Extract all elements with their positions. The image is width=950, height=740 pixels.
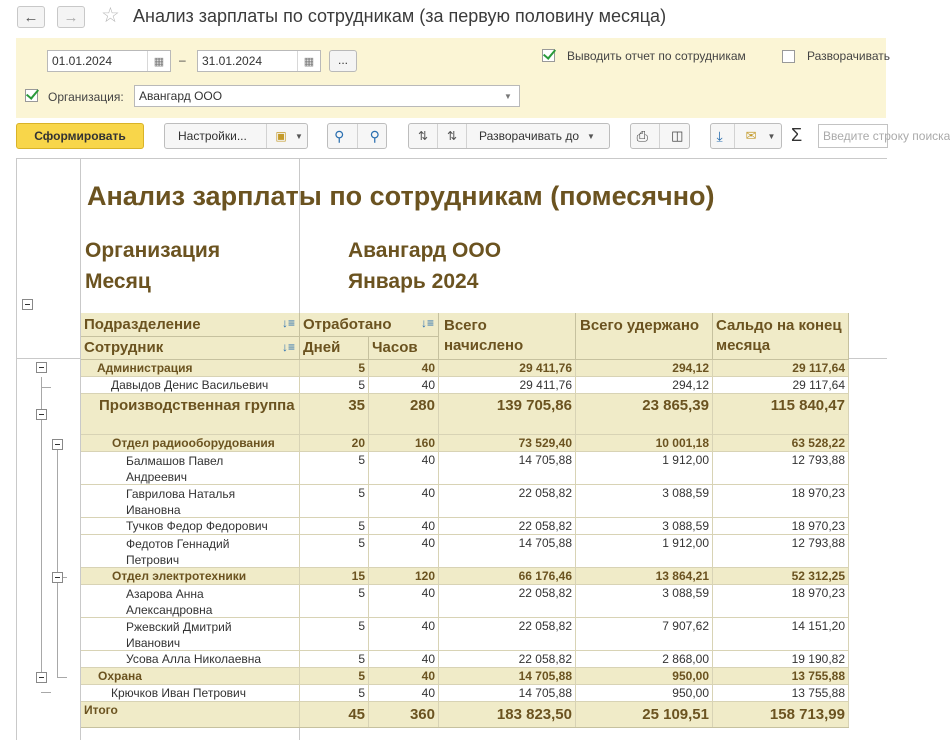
- total-withheld: 25 109,51: [576, 702, 713, 727]
- by-employees-checkbox[interactable]: [542, 49, 555, 62]
- row-accrued: 14 705,88: [439, 668, 576, 684]
- row-balance: 29 117,64: [713, 360, 849, 376]
- header-worked-label: Отработано: [303, 316, 392, 333]
- row-withheld: 13 864,21: [576, 568, 713, 584]
- row-days: 5: [300, 518, 369, 534]
- organization-field[interactable]: [134, 85, 520, 107]
- search-group: [327, 123, 387, 149]
- row-withheld: 950,00: [576, 668, 713, 684]
- mail-icon[interactable]: ✉: [745, 128, 757, 143]
- row-balance: 63 528,22: [713, 435, 849, 451]
- row-name: Ржевский Дмитрий Иванович: [81, 618, 300, 650]
- header-withheld-label: Всего удержано: [580, 317, 700, 334]
- header-employee-label: Сотрудник: [84, 339, 164, 356]
- row-hours: 40: [369, 377, 439, 393]
- total-days: 45: [300, 702, 369, 727]
- window-title: Анализ зарплаты по сотрудникам (за первую половину месяца): [133, 6, 667, 26]
- row-balance: 29 117,64: [713, 377, 849, 393]
- by-employees-label: Выводить отчет по сотрудникам: [567, 49, 746, 63]
- table-row[interactable]: [81, 377, 849, 394]
- collapse-toggle-icon[interactable]: [36, 362, 47, 373]
- table-row-group[interactable]: [81, 668, 849, 685]
- month-caption: Месяц: [85, 270, 151, 293]
- row-days: 5: [300, 585, 369, 617]
- row-accrued: 14 705,88: [439, 452, 576, 484]
- date-from-value: 01.01.2024: [52, 54, 113, 68]
- period-select-button[interactable]: [329, 50, 357, 72]
- date-to-field[interactable]: [197, 50, 321, 72]
- total-accrued: 183 823,50: [439, 702, 576, 727]
- row-balance: 115 840,47: [713, 394, 849, 434]
- row-name: Крючков Иван Петрович: [81, 685, 300, 701]
- header-worked[interactable]: [300, 313, 439, 337]
- period-select-label: ...: [337, 53, 348, 67]
- table-row-group[interactable]: [81, 394, 849, 435]
- row-accrued: 22 058,82: [439, 585, 576, 617]
- organization-checkbox[interactable]: [25, 89, 38, 102]
- search-settings-icon[interactable]: ⚲: [369, 127, 380, 144]
- row-withheld: 3 088,59: [576, 485, 713, 517]
- dropdown-arrow-icon[interactable]: ▼: [767, 131, 776, 141]
- forward-button[interactable]: [57, 6, 85, 28]
- sort-icon[interactable]: ↓≡: [281, 316, 295, 330]
- date-from-field[interactable]: [47, 50, 171, 72]
- expand-checkbox[interactable]: [782, 50, 795, 63]
- row-accrued: 22 058,82: [439, 618, 576, 650]
- row-name: Гаврилова Наталья Ивановна: [81, 485, 300, 517]
- row-days: 5: [300, 651, 369, 667]
- row-hours: 40: [369, 452, 439, 484]
- row-days: 5: [300, 535, 369, 567]
- arrow-right-icon: →: [63, 8, 79, 26]
- row-balance: 14 151,20: [713, 618, 849, 650]
- row-name: Азарова Анна Александровна: [81, 585, 300, 617]
- row-balance: 13 755,88: [713, 668, 849, 684]
- favorite-star-icon[interactable]: ☆: [101, 4, 120, 27]
- row-balance: 18 970,23: [713, 585, 849, 617]
- row-name: Производственная группа: [81, 394, 300, 434]
- report-area[interactable]: [16, 158, 887, 740]
- org-caption: Организация: [85, 239, 221, 262]
- row-name: Балмашов Павел Андреевич: [81, 452, 300, 484]
- collapse-groups-icon[interactable]: ⇅: [417, 129, 429, 143]
- header-days[interactable]: [300, 337, 369, 360]
- header-hours[interactable]: [369, 337, 439, 360]
- header-withheld[interactable]: [576, 313, 713, 360]
- header-accrued[interactable]: [439, 313, 576, 360]
- row-accrued: 14 705,88: [439, 535, 576, 567]
- row-name: Отдел радиооборудования: [81, 435, 300, 451]
- row-withheld: 1 912,00: [576, 535, 713, 567]
- row-balance: 52 312,25: [713, 568, 849, 584]
- table-row-group[interactable]: [81, 568, 849, 585]
- row-name: Администрация: [81, 360, 300, 376]
- header-hours-label: Часов: [372, 339, 418, 356]
- row-withheld: 23 865,39: [576, 394, 713, 434]
- row-hours: 40: [369, 618, 439, 650]
- preview-icon[interactable]: ◫: [671, 128, 684, 143]
- row-hours: 40: [369, 360, 439, 376]
- row-withheld: 294,12: [576, 360, 713, 376]
- settings-button[interactable]: [164, 123, 308, 149]
- date-to-value: 31.01.2024: [202, 54, 263, 68]
- table-row[interactable]: [81, 452, 849, 485]
- row-hours: 40: [369, 518, 439, 534]
- table-row-group[interactable]: [81, 435, 849, 452]
- row-accrued: 14 705,88: [439, 685, 576, 701]
- expand-label: Разворачивать: [807, 49, 890, 63]
- row-balance: 18 970,23: [713, 518, 849, 534]
- report-title: Анализ зарплаты по сотрудникам (помесячно): [87, 181, 715, 211]
- print-group: [630, 123, 690, 149]
- settings-label: Настройки...: [178, 129, 247, 143]
- row-days: 5: [300, 485, 369, 517]
- total-hours: 360: [369, 702, 439, 727]
- row-hours: 40: [369, 668, 439, 684]
- row-days: 5: [300, 668, 369, 684]
- print-icon[interactable]: ⎙: [636, 127, 648, 144]
- header-balance[interactable]: [713, 313, 849, 360]
- row-name: Давыдов Денис Васильевич: [81, 377, 300, 393]
- export-group: [710, 123, 782, 149]
- collapse-toggle-icon[interactable]: [36, 409, 47, 420]
- row-days: 5: [300, 377, 369, 393]
- row-accrued: 73 529,40: [439, 435, 576, 451]
- collapse-toggle-icon[interactable]: [52, 439, 63, 450]
- generate-label: Сформировать: [34, 129, 126, 143]
- table-row[interactable]: [81, 485, 849, 518]
- calendar-icon[interactable]: ▦: [147, 51, 170, 71]
- grouping-group: [408, 123, 610, 149]
- expand-groups-icon[interactable]: ⇅: [446, 129, 458, 143]
- search-placeholder: Введите строку поиска: [823, 129, 950, 143]
- total-balance: 158 713,99: [713, 702, 849, 727]
- row-accrued: 139 705,86: [439, 394, 576, 434]
- table-row[interactable]: [81, 518, 849, 535]
- row-name: Тучков Федор Федорович: [81, 518, 300, 534]
- header-division-label: Подразделение: [84, 316, 201, 333]
- row-withheld: 294,12: [576, 377, 713, 393]
- row-days: 35: [300, 394, 369, 434]
- table-row[interactable]: [81, 685, 849, 702]
- header-days-label: Дней: [303, 339, 341, 356]
- row-hours: 40: [369, 585, 439, 617]
- dropdown-arrow-icon[interactable]: ▼: [587, 131, 595, 141]
- row-name: Федотов Геннадий Петрович: [81, 535, 300, 567]
- organization-value: Авангард ООО: [139, 89, 223, 103]
- row-name: Охрана: [81, 668, 300, 684]
- row-name: Усова Алла Николаевна: [81, 651, 300, 667]
- dropdown-arrow-icon[interactable]: ▼: [295, 131, 303, 141]
- row-balance: 12 793,88: [713, 535, 849, 567]
- row-accrued: 22 058,82: [439, 485, 576, 517]
- generate-button[interactable]: [16, 123, 144, 149]
- sort-icon[interactable]: ↓≡: [281, 340, 295, 354]
- date-separator: –: [179, 53, 186, 67]
- row-withheld: 10 001,18: [576, 435, 713, 451]
- row-days: 5: [300, 360, 369, 376]
- search-icon[interactable]: ⚲: [334, 127, 345, 144]
- download-icon[interactable]: ⤓: [716, 127, 723, 144]
- row-withheld: 3 088,59: [576, 585, 713, 617]
- row-days: 5: [300, 685, 369, 701]
- collapse-toggle-icon[interactable]: [36, 672, 47, 683]
- row-hours: 40: [369, 485, 439, 517]
- search-input[interactable]: [818, 124, 950, 148]
- row-balance: 18 970,23: [713, 485, 849, 517]
- sum-icon[interactable]: Σ: [791, 125, 803, 145]
- collapse-toggle-icon[interactable]: [22, 299, 33, 310]
- row-name: Отдел электротехники: [81, 568, 300, 584]
- row-hours: 120: [369, 568, 439, 584]
- calendar-icon[interactable]: ▦: [297, 51, 320, 71]
- row-days: 5: [300, 452, 369, 484]
- row-balance: 19 190,82: [713, 651, 849, 667]
- row-days: 20: [300, 435, 369, 451]
- collapse-toggle-icon[interactable]: [52, 572, 63, 583]
- row-balance: 13 755,88: [713, 685, 849, 701]
- table-row[interactable]: [81, 618, 849, 651]
- row-withheld: 3 088,59: [576, 518, 713, 534]
- row-days: 15: [300, 568, 369, 584]
- organization-label: Организация:: [48, 90, 124, 104]
- table-row-total[interactable]: [81, 702, 849, 728]
- row-accrued: 22 058,82: [439, 518, 576, 534]
- row-withheld: 7 907,62: [576, 618, 713, 650]
- org-value: Авангард ООО: [348, 239, 502, 262]
- row-accrued: 29 411,76: [439, 377, 576, 393]
- row-hours: 40: [369, 651, 439, 667]
- header-accrued-label: Всего начислено: [444, 317, 524, 354]
- dropdown-arrow-icon[interactable]: ▼: [504, 91, 512, 101]
- table-row[interactable]: [81, 585, 849, 618]
- header-division[interactable]: [81, 313, 300, 337]
- row-balance: 12 793,88: [713, 452, 849, 484]
- row-withheld: 2 868,00: [576, 651, 713, 667]
- parameters-panel: [16, 38, 890, 118]
- row-hours: 160: [369, 435, 439, 451]
- sort-icon[interactable]: ↓≡: [420, 316, 434, 330]
- table-row[interactable]: [81, 651, 849, 668]
- back-button[interactable]: [17, 6, 45, 28]
- row-accrued: 22 058,82: [439, 651, 576, 667]
- arrow-left-icon: ←: [23, 8, 39, 26]
- expand-to-button[interactable]: Разворачивать до: [479, 129, 580, 143]
- row-accrued: 66 176,46: [439, 568, 576, 584]
- variant-icon[interactable]: ▣: [275, 129, 287, 143]
- total-label: Итого: [81, 702, 300, 727]
- header-employee[interactable]: [81, 337, 300, 360]
- row-hours: 280: [369, 394, 439, 434]
- month-value: Январь 2024: [348, 270, 479, 293]
- table-row-group[interactable]: [81, 360, 849, 377]
- table-row[interactable]: [81, 535, 849, 568]
- row-days: 5: [300, 618, 369, 650]
- row-hours: 40: [369, 685, 439, 701]
- row-withheld: 950,00: [576, 685, 713, 701]
- row-accrued: 29 411,76: [439, 360, 576, 376]
- row-hours: 40: [369, 535, 439, 567]
- header-balance-label: Сальдо на конец месяца: [716, 317, 842, 354]
- row-withheld: 1 912,00: [576, 452, 713, 484]
